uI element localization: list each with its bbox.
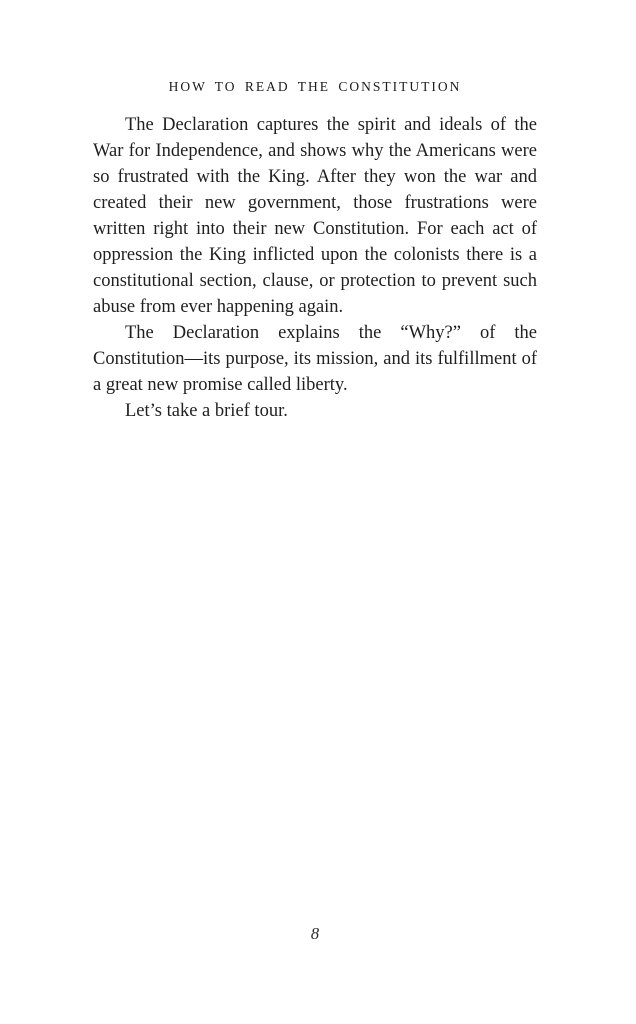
running-header: HOW TO READ THE CONSTITUTION	[168, 79, 462, 94]
body-text	[93, 112, 537, 424]
paragraph: Let’s take a brief tour.	[125, 401, 288, 421]
page-number: 8	[310, 924, 320, 943]
paragraph: The Declaration captures the spirit and ideals of the War for Independence, and shows why the Americans were so frustrated with the King. After they won the war and created their new government, those frustrations were written right into their new Constitution. For each act of oppression the King inflicted upon the colonists there is a constitutional section, clause, or protection to prevent such abuse from ever happening again.	[93, 115, 537, 317]
paragraph: The Declaration explains the “Why?” of the Constitution—its purpose, its mission, and its fulfillment of a great new promise called liberty.	[93, 323, 537, 395]
